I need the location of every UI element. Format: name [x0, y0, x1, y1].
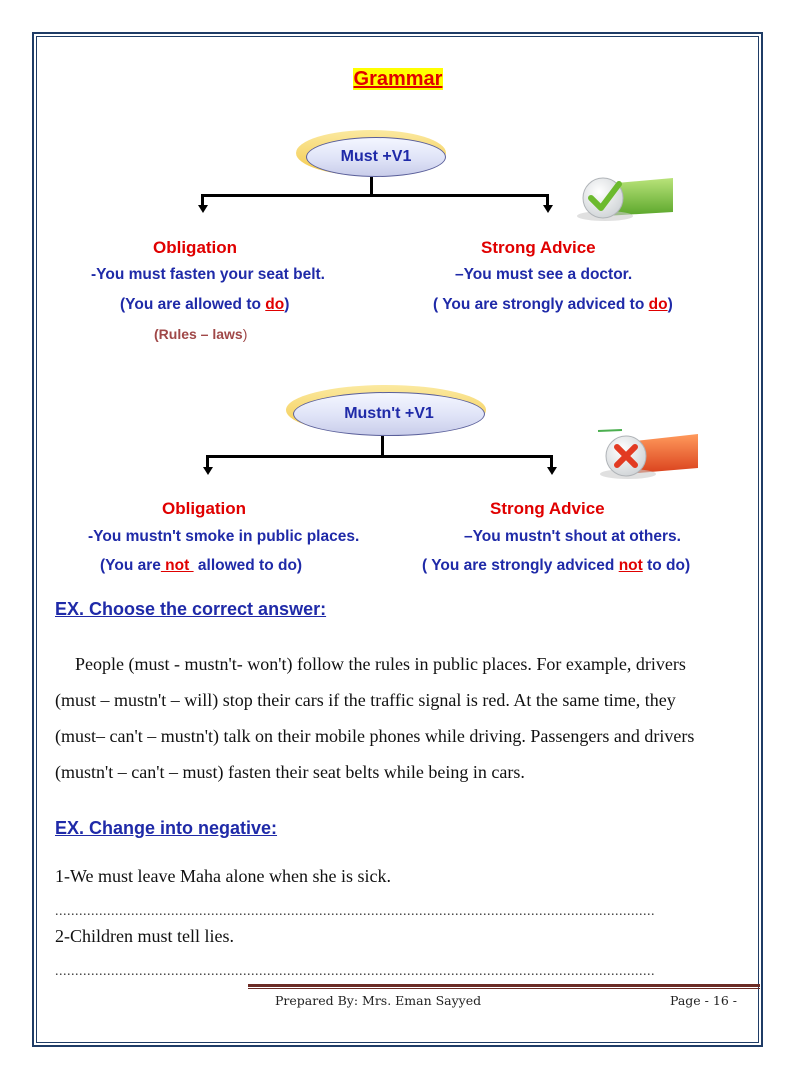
must-advice-meaning: ( You are strongly adviced to do) [433, 296, 673, 313]
arrow-down-icon [547, 467, 557, 475]
must-advice-example: –You must see a doctor. [455, 266, 633, 283]
must-obligation-meaning: (You are allowed to do) [120, 296, 290, 313]
tree-branch [201, 194, 549, 197]
mustnt-advice-heading: Strong Advice [490, 499, 605, 518]
must-advice-heading: Strong Advice [481, 238, 596, 257]
exercise-paragraph-line: People (must - mustn't- won't) follow the rules in public places. For example, drivers [75, 654, 686, 674]
mustnt-obligation-example: -You mustn't smoke in public places. [88, 528, 360, 545]
answer-line-2[interactable]: ...................................................................................................................................................... [55, 964, 655, 979]
must-obligation-example: -You must fasten your seat belt. [91, 266, 325, 283]
footer-rule-thin [248, 988, 760, 989]
page-title: Grammar [353, 68, 443, 90]
arrow-down-icon [198, 205, 208, 213]
exercise-choose-heading: EX. Choose the correct answer: [55, 599, 327, 619]
mustnt-v1-pill: Mustn't +V1 [293, 392, 485, 436]
mustnt-advice-meaning: ( You are strongly adviced not to do) [422, 557, 691, 574]
tree-stem [381, 436, 384, 456]
exercise-item-2: 2-Children must tell lies. [55, 926, 234, 946]
must-obligation-note: (Rules – laws) [154, 326, 248, 342]
mustnt-obligation-heading: Obligation [162, 499, 247, 518]
tree-stem [370, 177, 373, 195]
arrow-down-icon [203, 467, 213, 475]
cross-icon [596, 428, 700, 480]
answer-line-1[interactable]: ...................................................................................................................................................... [55, 904, 655, 919]
footer-rule [248, 984, 760, 987]
mustnt-obligation-meaning: (You are not allowed to do) [100, 557, 303, 574]
mustnt-advice-example: –You mustn't shout at others. [464, 528, 681, 545]
exercise-item-1: 1-We must leave Maha alone when she is sick. [55, 866, 391, 886]
must-obligation-heading: Obligation [153, 238, 238, 257]
exercise-paragraph-line: (must– can't – mustn't) talk on their mobile phones while driving. Passengers and drivers [55, 726, 695, 746]
checkmark-icon [575, 172, 675, 224]
must-v1-pill: Must +V1 [306, 137, 446, 177]
footer-author: Prepared By: Mrs. Eman Sayyed [275, 993, 482, 1008]
exercise-paragraph-line: (mustn't – can't – must) fasten their seat belts while being in cars. [55, 762, 525, 782]
exercise-paragraph-line: (must – mustn't – will) stop their cars if the traffic signal is red. At the same time, they [55, 690, 676, 710]
arrow-down-icon [543, 205, 553, 213]
exercise-negative-heading: EX. Change into negative: [55, 818, 278, 838]
tree-branch [206, 455, 553, 458]
footer-page-number: Page - 16 - [670, 993, 737, 1008]
